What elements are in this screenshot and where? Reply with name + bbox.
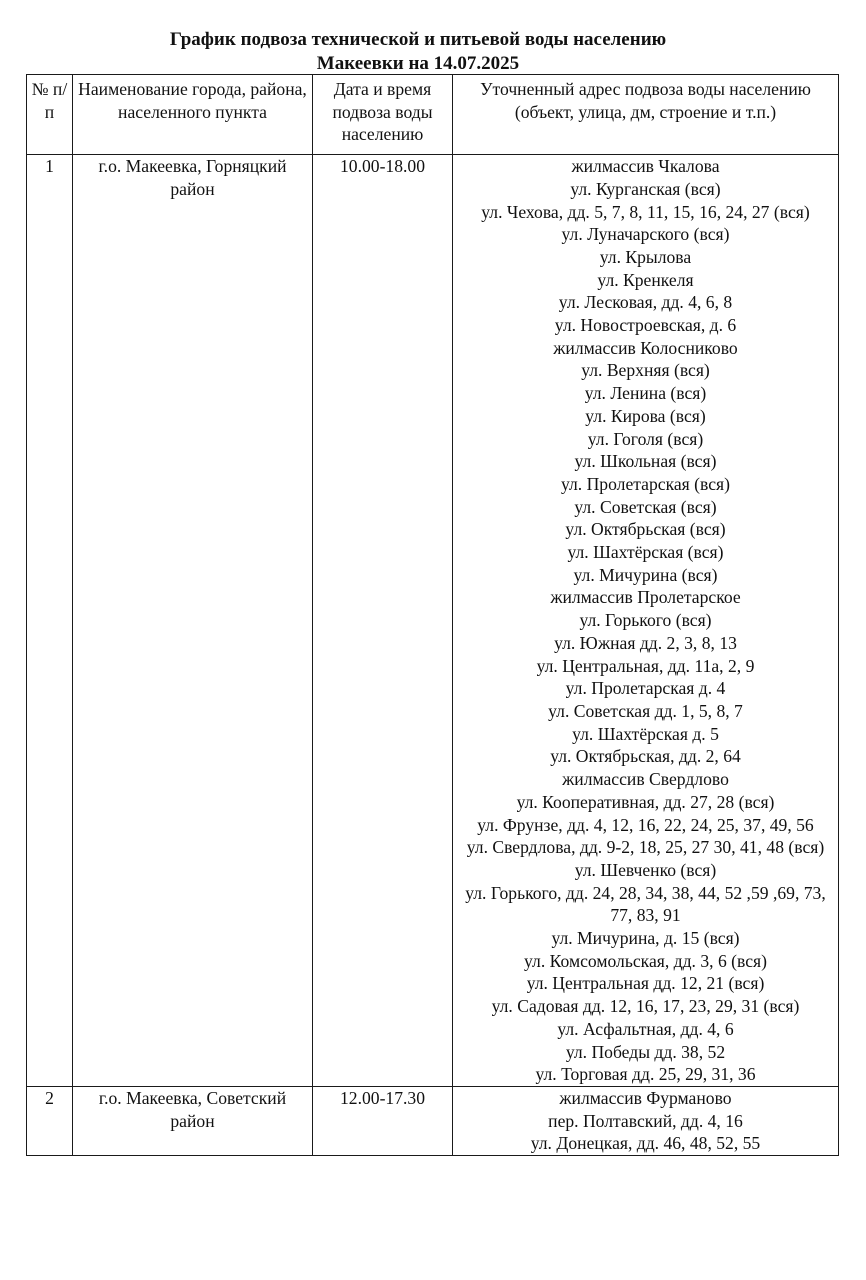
address-line: ул. Садовая дд. 12, 16, 17, 23, 29, 31 (вся) [491,996,800,1017]
address-line: жилмассив Фурманово [559,1087,732,1108]
address-line: ул. Советская (вся) [574,496,717,517]
address-line: ул. Горького (вся) [579,610,712,631]
row-delivery-time: 12.00-17.30 [313,1086,453,1155]
address-line: ул. Верхняя (вся) [581,360,710,381]
address-line: ул. Кренкеля [597,269,694,290]
address-line: ул. Донецкая, дд. 46, 48, 52, 55 [530,1133,761,1154]
row-number: 2 [27,1086,73,1155]
address-line: ул. Ленина (вся) [584,383,707,404]
document-title [0,28,836,76]
row-locality: г.о. Макеевка, Советский район [73,1086,313,1155]
address-line: ул. Гоголя (вся) [587,428,704,449]
address-line: ул. Шахтёрская д. 5 [572,723,719,744]
address-line: жилмассив Свердлово [562,769,729,790]
address-line: жилмассив Пролетарское [550,587,741,608]
document-title-line-1: График подвоза технической и питьевой воды населению [169,29,667,50]
address-line: ул. Торговая дд. 25, 29, 31, 36 [535,1064,756,1085]
row-locality: г.о. Макеевка, Горняцкий район [73,155,313,1087]
address-line: ул. Пролетарская (вся) [561,473,730,494]
row-delivery-time: 10.00-18.00 [313,155,453,1087]
address-line: ул. Центральная, дд. 11а, 2, 9 [536,655,755,676]
address-line: ул. Кирова (вся) [585,405,706,426]
address-line: ул. Луначарского (вся) [561,224,730,245]
address-line: ул. Крылова [599,246,692,267]
address-line: пер. Полтавский, дд. 4, 16 [548,1110,743,1131]
table-header-row [27,75,839,155]
address-line: ул. Новостроевская, д. 6 [554,315,737,336]
address-line: ул. Курганская (вся) [570,178,721,199]
document-title-line-2: Макеевки на 14.07.2025 [316,53,520,74]
address-line: ул. Октябрьская, дд. 2, 64 [550,746,741,767]
address-line: ул. Шевченко (вся) [574,859,717,880]
address-line: ул. Шахтёрская (вся) [567,542,724,563]
address-line: ул. Пролетарская д. 4 [565,678,726,699]
address-line: жилмассив Колосниково [553,337,738,358]
table-body [27,155,839,1156]
row-number: 1 [27,155,73,1087]
water-schedule-table [26,74,839,1156]
table-header [27,75,839,155]
address-line: ул. Южная дд. 2, 3, 8, 13 [554,632,737,653]
address-line: ул. Кооперативная, дд. 27, 28 (вся) [516,791,775,812]
row-address-list [453,1086,839,1155]
header-locality: Наименование города, района, населенного пункта [73,75,313,155]
header-address: Уточненный адрес подвоза воды населению (объект, улица, дм, строение и т.п.) [453,75,839,155]
table-row [27,155,839,1087]
address-line: ул. Лесковая, дд. 4, 6, 8 [558,292,733,313]
address-line: ул. Октябрьская (вся) [565,519,726,540]
address-line: ул. Комсомольская, дд. 3, 6 (вся) [524,950,767,971]
table-row [27,1086,839,1155]
address-line: ул. Фрунзе, дд. 4, 12, 16, 22, 24, 25, 37, 49, 56 [477,814,814,835]
address-line: ул. Мичурина (вся) [573,564,718,585]
address-line: ул. Асфальтная, дд. 4, 6 [557,1018,734,1039]
header-delivery-time: Дата и время подвоза воды населению [313,75,453,155]
address-line: ул. Победы дд. 38, 52 [565,1041,726,1062]
address-line: ул. Чехова, дд. 5, 7, 8, 11, 15, 16, 24, 27 (вся) [481,201,810,222]
address-line: ул. Центральная дд. 12, 21 (вся) [526,973,765,994]
address-line: ул. Мичурина, д. 15 (вся) [551,928,740,949]
row-address-list [453,155,839,1087]
address-line: жилмассив Чкалова [571,156,720,177]
address-line: ул. Горького, дд. 24, 28, 34, 38, 44, 52 ,59 ,69, 73, 77, 83, 91 [465,882,826,926]
address-line: ул. Школьная (вся) [574,451,717,472]
address-line: ул. Свердлова, дд. 9-2, 18, 25, 27 30, 41, 48 (вся) [466,837,825,858]
header-number: № п/п [27,75,73,155]
address-line: ул. Советская дд. 1, 5, 8, 7 [548,700,743,721]
